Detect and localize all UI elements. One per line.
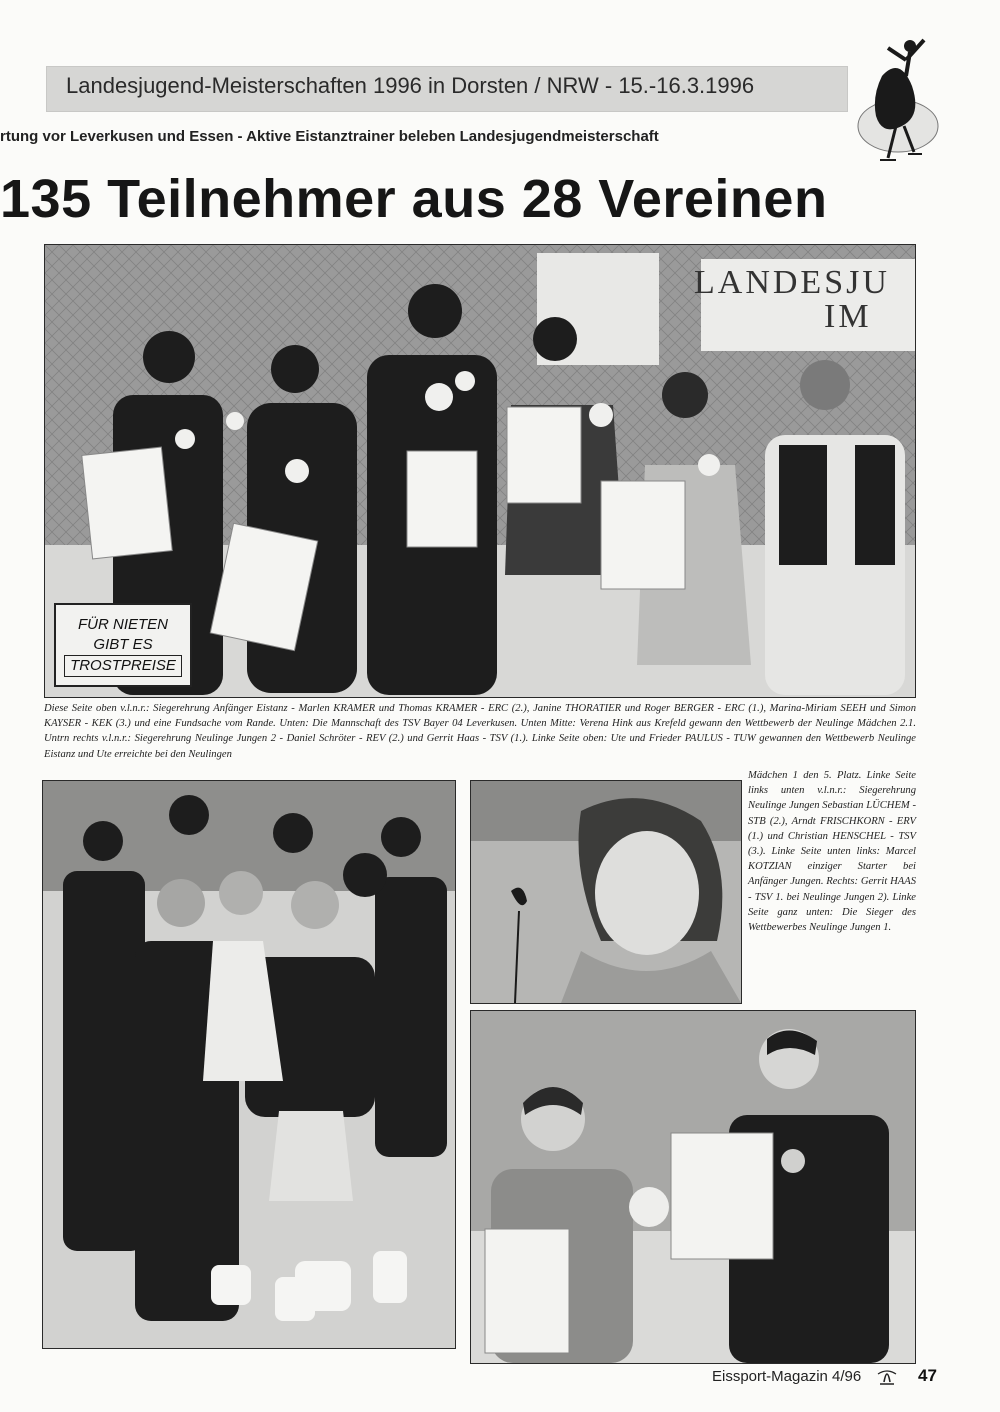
banner-line-2: IM	[824, 298, 872, 335]
event-header-title: Landesjugend-Meisterschaften 1996 in Dorsten / NRW - 15.-16.3.1996	[66, 73, 755, 98]
skater-logo-icon	[852, 26, 948, 166]
consolation-prize-sign	[54, 603, 192, 687]
sign-line-1: FÜR NIETEN	[78, 616, 168, 633]
photo-team-leverkusen	[42, 780, 456, 1349]
magazine-logo-icon	[872, 1364, 902, 1388]
photo-verena-hink	[470, 780, 742, 1004]
magazine-issue: Eissport-Magazin 4/96	[712, 1368, 862, 1385]
banner-line-1: LANDESJU	[694, 264, 890, 301]
page-number: 47	[918, 1366, 937, 1385]
sign-line-3: TROSTPREISE	[64, 655, 182, 677]
photo-award-neulinge-jungen	[470, 1010, 916, 1364]
headline: 135 Teilnehmer aus 28 Vereinen	[0, 169, 828, 229]
subheadline: rtung vor Leverkusen und Essen - Aktive Eistanztrainer beleben Landesjugendmeisterschaft	[0, 128, 659, 145]
sign-line-2: GIBT ES	[93, 636, 153, 653]
caption-side: Mädchen 1 den 5. Platz. Linke Seite links unten v.l.n.r.: Siegerehrung Neulinge Jungen Sebastian LÜCHEM - STB (2.), Arndt FRISCHKORN - ERV (1.) und Christian HENSCHEL - TSV (3.). Linke Seite unten links: Marcel KOTZIAN einziger Starter bei Anfänger Jungen. Rechts: Gerrit HAAS - TSV 1. bei Neulinge Jungen 2). Linke Seite ganz unten: Die Sieger des Wettbewerbes Neulinge Jungen 1.	[748, 770, 916, 934]
caption-top: Diese Seite oben v.l.n.r.: Siegerehrung Anfänger Eistanz - Marlen KRAMER und Thomas KRAMER - ERC (2.), Janine THORATIER und Roger BERGER - ERC (1.), Marina-Miriam SEEH und Simon KAYSER - KEK (3.) und eine Fundsache vom Rande. Unten: Die Mannschaft des TSV Bayer 04 Leverkusen. Unten Mitte: Verena Hink aus Krefeld gewann den Wettbewerb der Neulinge Mädchen 2.1. Untrn rechts v.l.n.r.: Siegerehrung Neulinge Jungen 2 - Daniel Schröter - REV (2.) und Gerrit Haas - TSV (1.). Linke Seite oben: Ute und Frieder PAULUS - TUW gewannen den Wettbewerb Neulinge Eistanz und Ute erreichte bei den Neulingen	[44, 703, 916, 760]
